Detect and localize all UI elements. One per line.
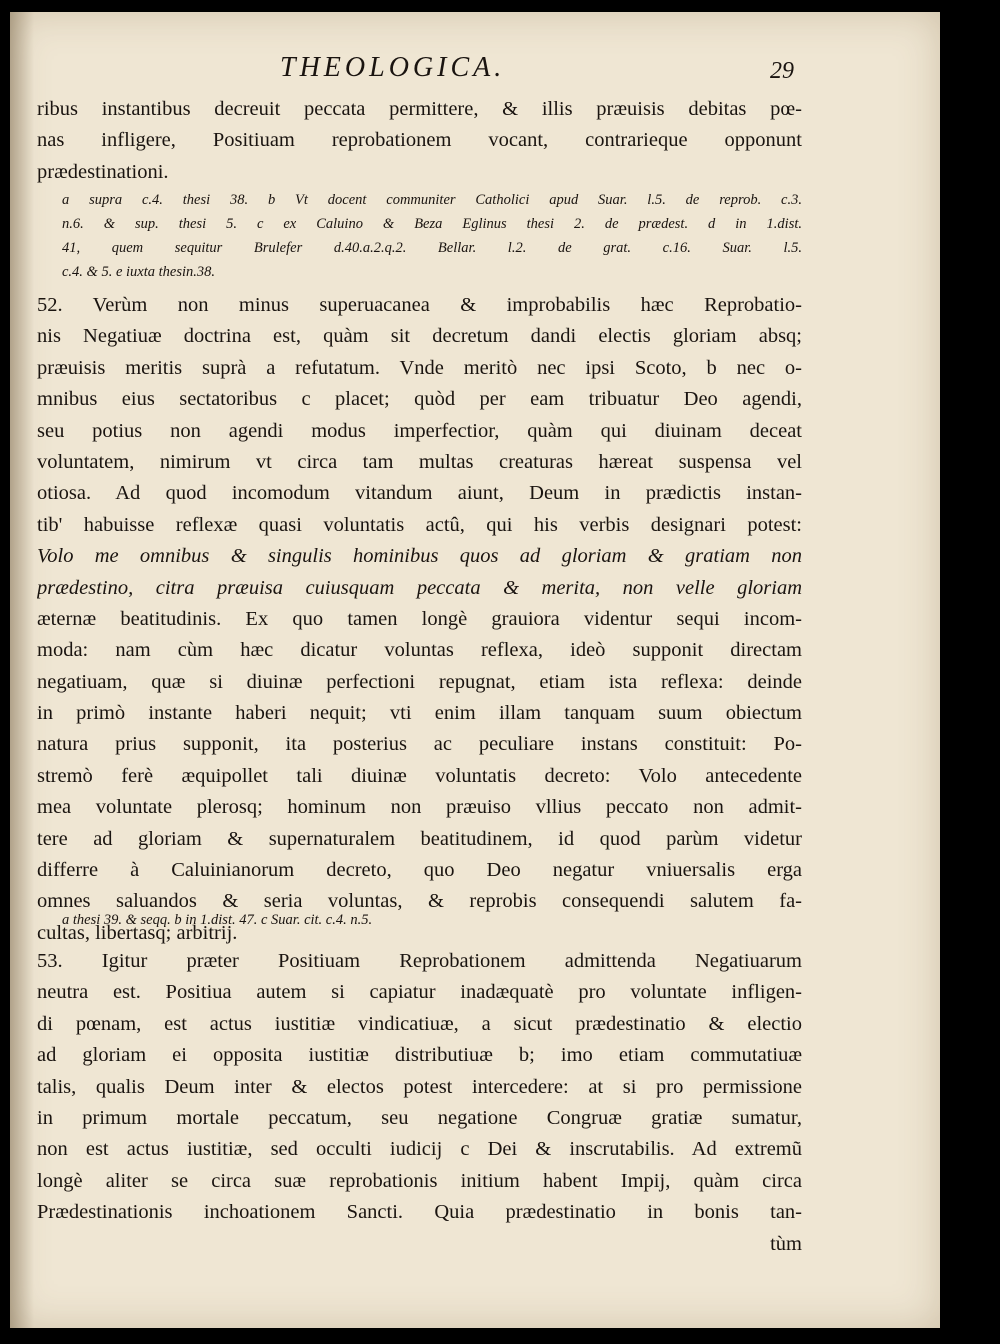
footnote-line: a thesi 39. & seqq. b in 1.dist. 47. c Suar. cit. c.4. n.5. bbox=[62, 912, 373, 928]
text-line: æternæ beatitudinis. Ex quo tamen longè grauiora videntur sequi incom- bbox=[37, 607, 802, 630]
footnote-line: a supra c.4. thesi 38. b Vt docent communiter Catholici apud Suar. l.5. de reprob. c.3. bbox=[62, 192, 802, 208]
text-line: ad gloriam ei opposita iustitiæ distributiuæ b; imo etiam commutatiuæ bbox=[37, 1044, 802, 1067]
text-line: longè aliter se circa suæ reprobationis initium habent Impij, quàm circa bbox=[37, 1169, 802, 1192]
text-line: di pœnam, est actus iustitiæ vindicatiuæ, a sicut prædestinatio & electio bbox=[37, 1012, 802, 1035]
text-line: voluntatem, nimirum vt circa tam multas creaturas hæreat suspensa vel bbox=[37, 450, 802, 473]
text-line: cultas, libertasq; arbitrij. bbox=[37, 921, 238, 944]
text-line: nis Negatiuæ doctrina est, quàm sit decretum dandi electis gloriam absq; bbox=[37, 325, 802, 348]
footnote-line: c.4. & 5. e iuxta thesin.38. bbox=[62, 264, 216, 280]
text-line: mea voluntate plerosq; hominum non præuiso vllius peccato non admit- bbox=[37, 796, 802, 819]
text-line: non est actus iustitiæ, sed occulti iudicij c Dei & inscrutabilis. Ad extremũ bbox=[37, 1138, 802, 1161]
text-line: differre à Caluinianorum decreto, quo Deo negatur vniuersalis erga bbox=[37, 859, 802, 882]
footnote-line: 41, quem sequitur Brulefer d.40.a.2.q.2. Bellar. l.2. de grat. c.16. Suar. l.5. bbox=[62, 240, 802, 256]
text-line: talis, qualis Deum inter & electos potest intercedere: at si pro permissione bbox=[37, 1075, 802, 1098]
text-line: neutra est. Positiua autem si capiatur inadæquatè pro voluntate infligen- bbox=[37, 981, 802, 1004]
text-line: moda: nam cùm hæc dicatur voluntas reflexa, ideò supponit directam bbox=[37, 639, 802, 662]
text-line: stremò ferè æquipollet tali diuinæ voluntatis decreto: Volo antecedente bbox=[37, 764, 802, 787]
paragraph-53 bbox=[37, 946, 802, 1260]
page-number: 29 bbox=[770, 58, 794, 84]
text-line-italic: prædestino, citra præuisa cuiusquam peccata & merita, non velle gloriam bbox=[37, 576, 802, 599]
text-line: tere ad gloriam & supernaturalem beatitudinem, id quod parùm videtur bbox=[37, 827, 802, 850]
footnotes-52 bbox=[62, 908, 802, 932]
footnote-line: n.6. & sup. thesi 5. c ex Caluino & Beza Eglinus thesi 2. de prædest. d in 1.dist. bbox=[62, 216, 802, 232]
text-line: omnes saluandos & seria voluntas, & reprobis consequendi salutem fa- bbox=[37, 890, 802, 913]
page-gutter-shadow bbox=[10, 12, 34, 1328]
text-line: natura prius supponit, ita posterius ac peculiare instans constituit: Po- bbox=[37, 733, 802, 756]
text-line: nas infligere, Positiuam reprobationem vocant, contrarieque opponunt bbox=[37, 129, 802, 152]
book-page bbox=[10, 12, 940, 1328]
text-line: in primum mortale peccatum, seu negatione Congruæ gratiæ sumatur, bbox=[37, 1106, 802, 1129]
text-line: præuisis meritis suprà a refutatum. Vnde meritò nec ipsi Scoto, b nec o- bbox=[37, 356, 802, 379]
text-line: in primò instante haberi nequit; vti enim illam tanquam suum obiectum bbox=[37, 702, 802, 725]
paragraph-52 bbox=[37, 290, 802, 949]
text-line: prædestinationi. bbox=[37, 160, 169, 183]
catchword: tùm bbox=[770, 1232, 802, 1255]
page-header bbox=[10, 52, 940, 92]
text-line: tib' habuisse reflexæ quasi voluntatis actû, qui his verbis designari potest: bbox=[37, 513, 802, 536]
text-line: Prædestinationis inchoationem Sancti. Quia prædestinatio in bonis tan- bbox=[37, 1201, 802, 1224]
text-line: mnibus eius sectatoribus c placet; quòd per eam tribuatur Deo agendi, bbox=[37, 388, 802, 411]
text-line: 53. Igitur præter Positiuam Reprobationem admittenda Negatiuarum bbox=[37, 950, 802, 972]
footnotes-51 bbox=[62, 188, 802, 284]
text-line: otiosa. Ad quod incomodum vitandum aiunt, Deum in prædictis instan- bbox=[37, 482, 802, 505]
text-line-italic: Volo me omnibus & singulis hominibus quos ad gloriam & gratiam non bbox=[37, 545, 802, 568]
running-title: THEOLOGICA. bbox=[280, 52, 506, 83]
paragraph-51-continuation bbox=[37, 94, 802, 188]
text-line: negatiuam, quæ si diuinæ perfectioni repugnat, etiam ista reflexa: deinde bbox=[37, 670, 802, 693]
text-line: seu potius non agendi modus imperfectior, quàm qui diuinam deceat bbox=[37, 419, 802, 442]
text-line: ribus instantibus decreuit peccata permittere, & illis præuisis debitas pœ- bbox=[37, 98, 802, 120]
text-line: 52. Verùm non minus superuacanea & improbabilis hæc Reprobatio- bbox=[37, 294, 802, 316]
